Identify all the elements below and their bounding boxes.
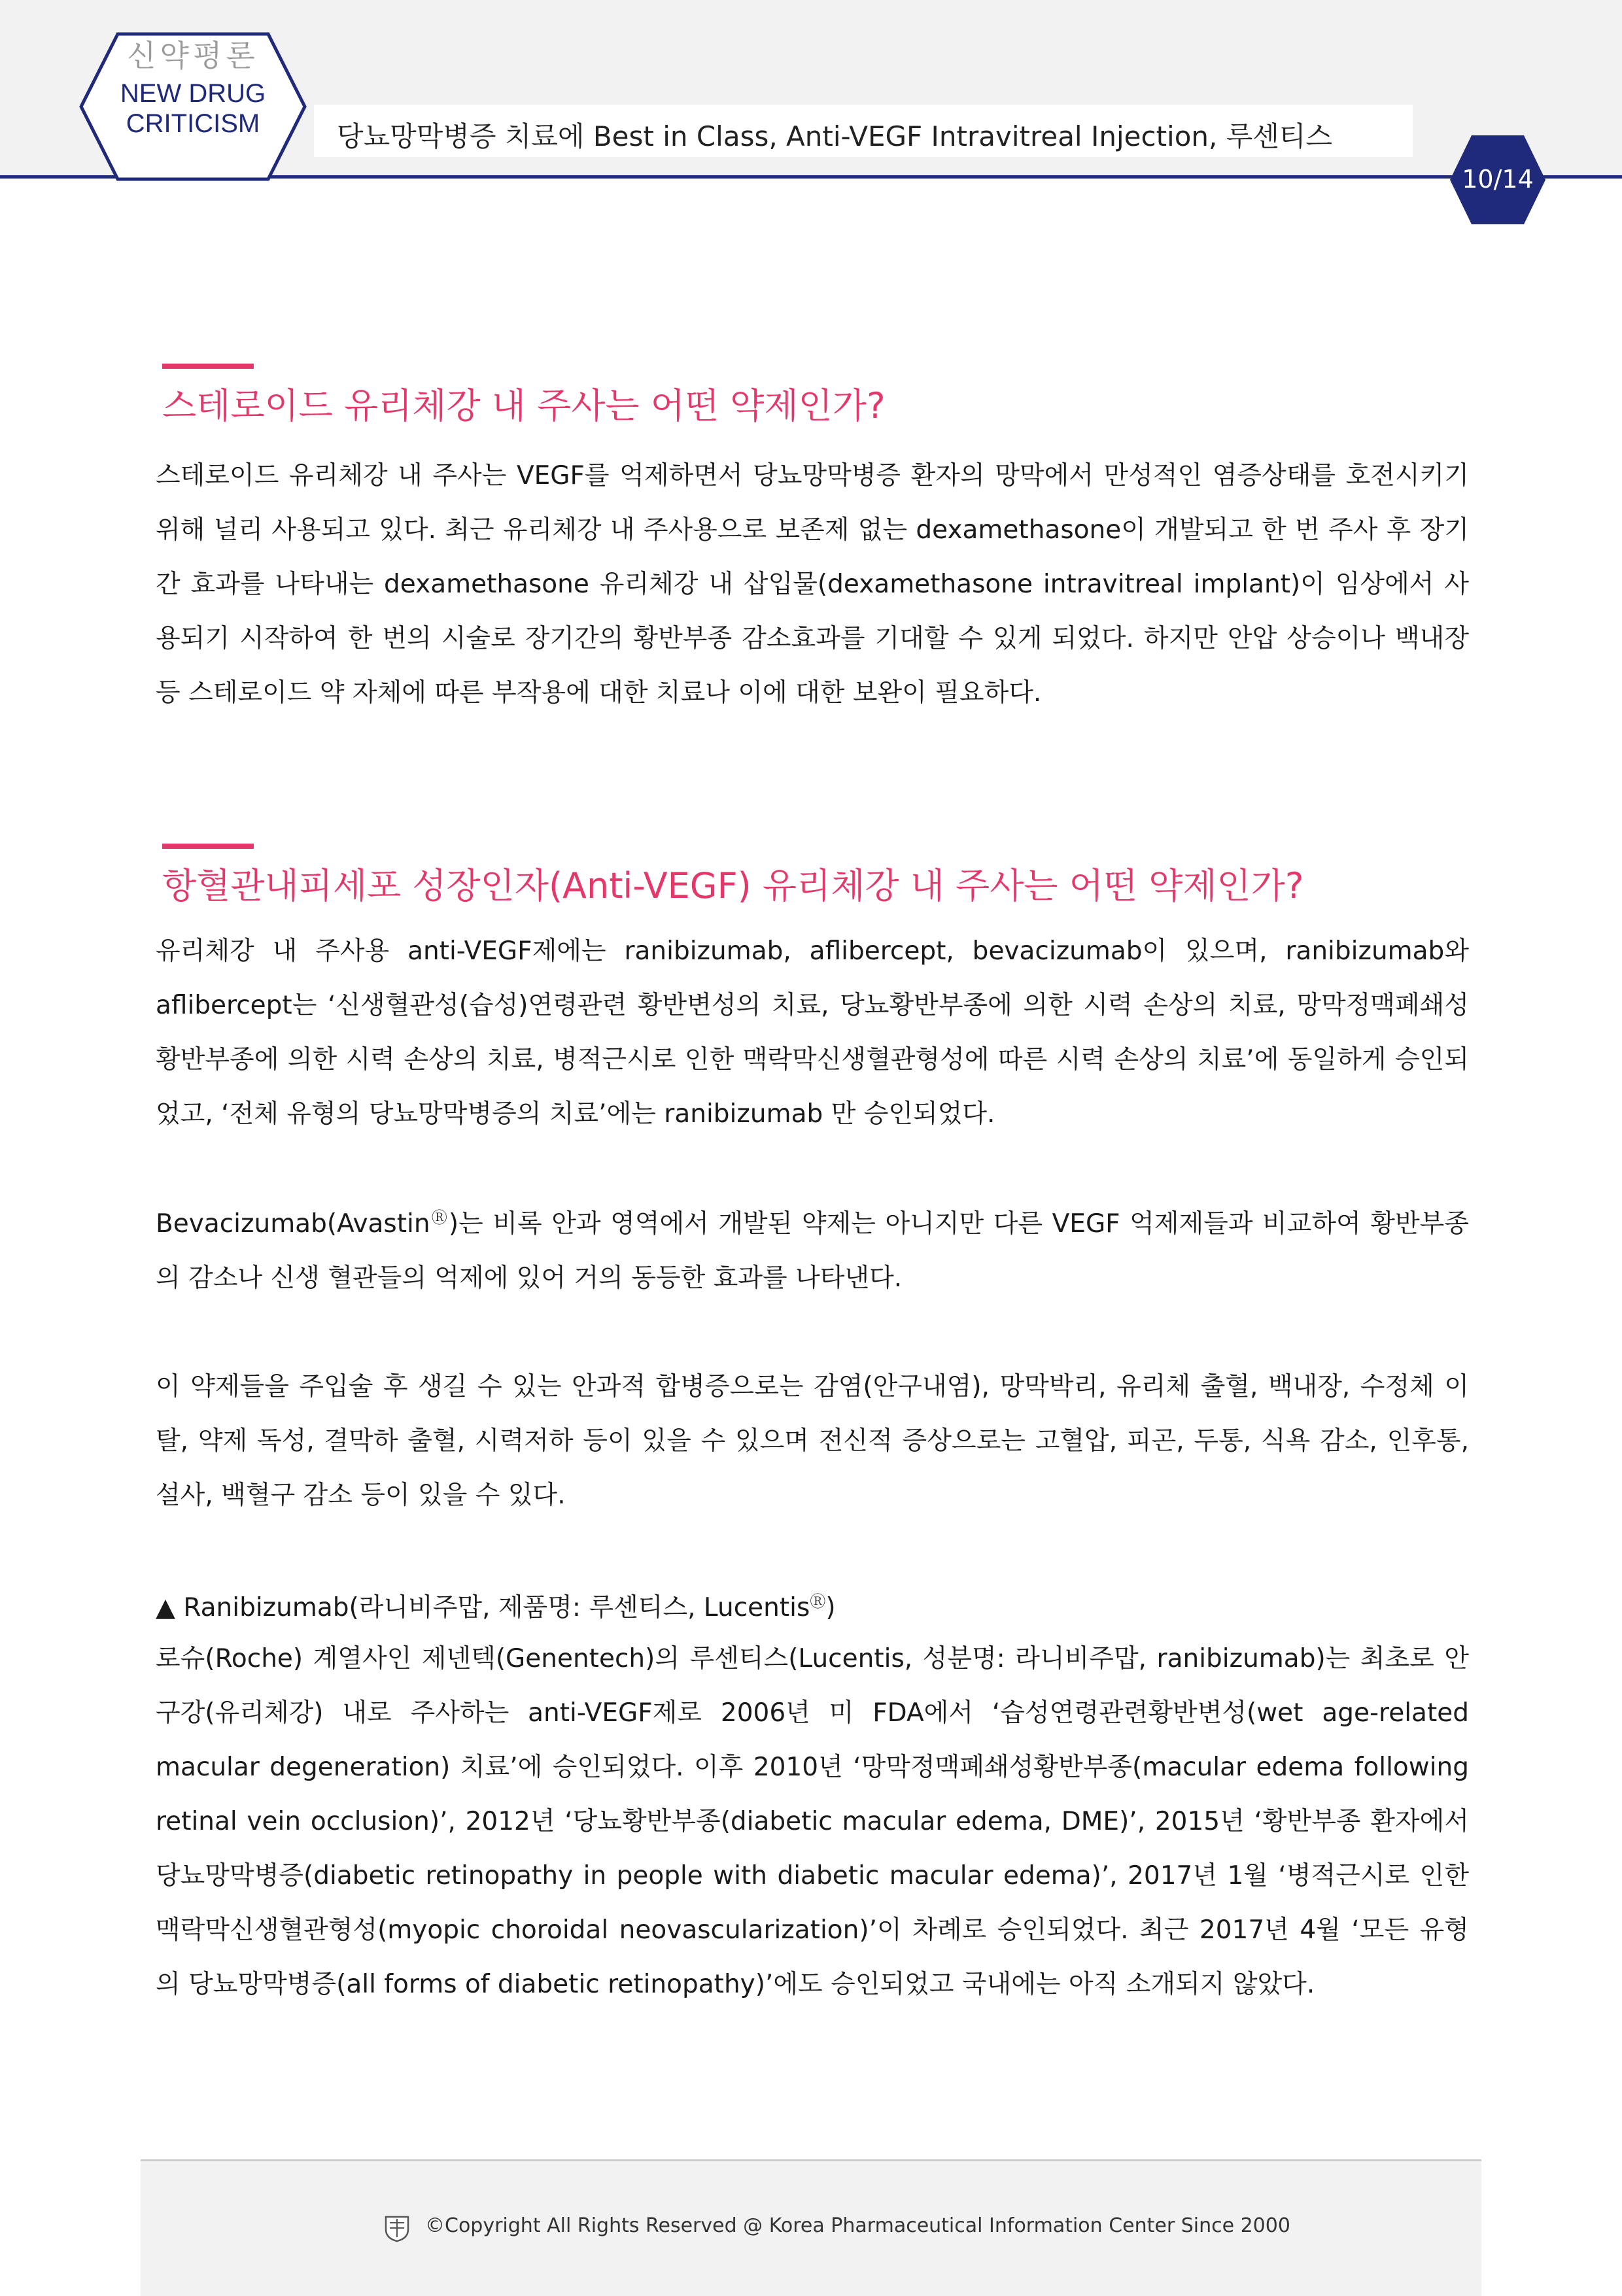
header-title: 당뇨망막병증 치료에 Best in Class, Anti-VEGF Intravitreal Injection, 루센티스 (337, 120, 1333, 152)
logo-english-line1: NEW DRUG (120, 79, 266, 108)
section1-paragraph: 스테로이드 유리체강 내 주사는 VEGF를 억제하면서 당뇨망막병증 환자의 망막에서 만성적인 염증상태를 호전시키기 위해 널리 사용되고 있다. 최근 유리체강 내 주사용으로 보존제 없는 dexamethasone이 개발되고 한 번 주사 후 장기간 효과를 나타내는 dexamethasone 유리체강 내 삽입물(dexamethasone intravitreal implant)이 임상에서 사용되기 시작하여 한 번의 시술로 장기간의 황반부종 감소효과를 기대할 수 있게 되었다. 하지만 안압 상승이나 백내장 등 스테로이드 약 자체에 따른 부작용에 대한 치료나 이에 대한 보완이 필요하다. (156, 461, 1469, 708)
section2-paragraph-4: 로슈(Roche) 계열사인 제넨텍(Genentech)의 루센티스(Lucentis, 성분명: 라니비주맙, ranibizumab)는 최초로 안구강(유리체강) 내로 주사하는 anti-VEGF제로 2006년 미 FDA에서 ‘습성연령관련황반변성(wet age-related macular degeneration) 치료’에 승인되었다. 이후 2010년 ‘망막정맥폐쇄성황반부종(macular edema following retinal vein occlusion)’, 2012년 ‘당뇨황반부종(diabetic macular edema, DME)’, 2015년 ‘황반부종 환자에서 당뇨망막병증(diabetic retinopathy in people with diabetic macular edema)’, 2017년 1월 ‘병적근시로 인한 맥락막신생혈관형성(myopic choroidal neovascularization)’이 차례로 승인되었다. 최근 2017년 4월 ‘모든 유형의 당뇨망막병증(all forms of diabetic retinopathy)’에도 승인되었고 국내에는 아직 소개되지 않았다. (156, 1644, 1469, 1999)
logo-english-line2: CRITICISM (126, 109, 260, 138)
bullet-text-start: ▲ Ranibizumab(라니비주맙, 제품명: 루센티스, Lucentis (156, 1593, 810, 1622)
p2-text-end: )는 비록 안과 영역에서 개발된 약제는 아니지만 다른 VEGF 억제제들과 비교하여 황반부종의 감소나 신생 혈관들의 억제에 있어 거의 동등한 효과를 나타낸다. (156, 1209, 1469, 1293)
registered-mark: Ⓡ (810, 1592, 826, 1611)
logo-korean: 신약평론 (127, 38, 259, 73)
drug-bullet-heading (156, 1587, 836, 1624)
shield-emblem-icon (385, 2215, 409, 2242)
section2-heading: 항혈관내피세포 성장인자(Anti-VEGF) 유리체강 내 주사는 어떤 약제인가? (162, 865, 1304, 906)
registered-mark: Ⓡ (430, 1208, 449, 1227)
section2-paragraph-3: 이 약제들을 주입술 후 생길 수 있는 안과적 합병증으로는 감염(안구내염), 망막박리, 유리체 출혈, 백내장, 수정체 이탈, 약제 독성, 결막하 출혈, 시력저하 등이 있을 수 있으며 전신적 증상으로는 고혈압, 피곤, 두통, 식욕 감소, 인후통, 설사, 백혈구 감소 등이 있을 수 있다. (156, 1372, 1469, 1510)
section2-paragraph-1: 유리체강 내 주사용 anti-VEGF제에는 ranibizumab, aflibercept, bevacizumab이 있으며, ranibizumab와 aflibercept는 ‘신생혈관성(습성)연령관련 황반변성의 치료, 당뇨황반부종에 의한 시력 손상의 치료, 망막정맥폐쇄성 황반부종에 의한 시력 손상의 치료, 병적근시로 인한 맥락막신생혈관형성에 따른 시력 손상의 치료’에 동일하게 승인되었고, ‘전체 유형의 당뇨망막병증의 치료’에는 ranibizumab 만 승인되었다. (156, 936, 1469, 1129)
p2-text-start: Bevacizumab(Avastin (156, 1209, 430, 1239)
section1-accent-rule (162, 364, 254, 369)
footer-copyright: ©Copyright All Rights Reserved @ Korea Pharmaceutical Information Center Since 2000 (425, 2214, 1290, 2237)
section1-heading: 스테로이드 유리체강 내 주사는 어떤 약제인가? (162, 385, 886, 426)
section2-paragraph-2 (156, 1197, 1469, 1305)
bullet-text-end: ) (825, 1593, 836, 1622)
logo (105, 38, 281, 139)
page-number: 10/14 (1462, 165, 1534, 194)
section2-accent-rule (162, 844, 254, 849)
